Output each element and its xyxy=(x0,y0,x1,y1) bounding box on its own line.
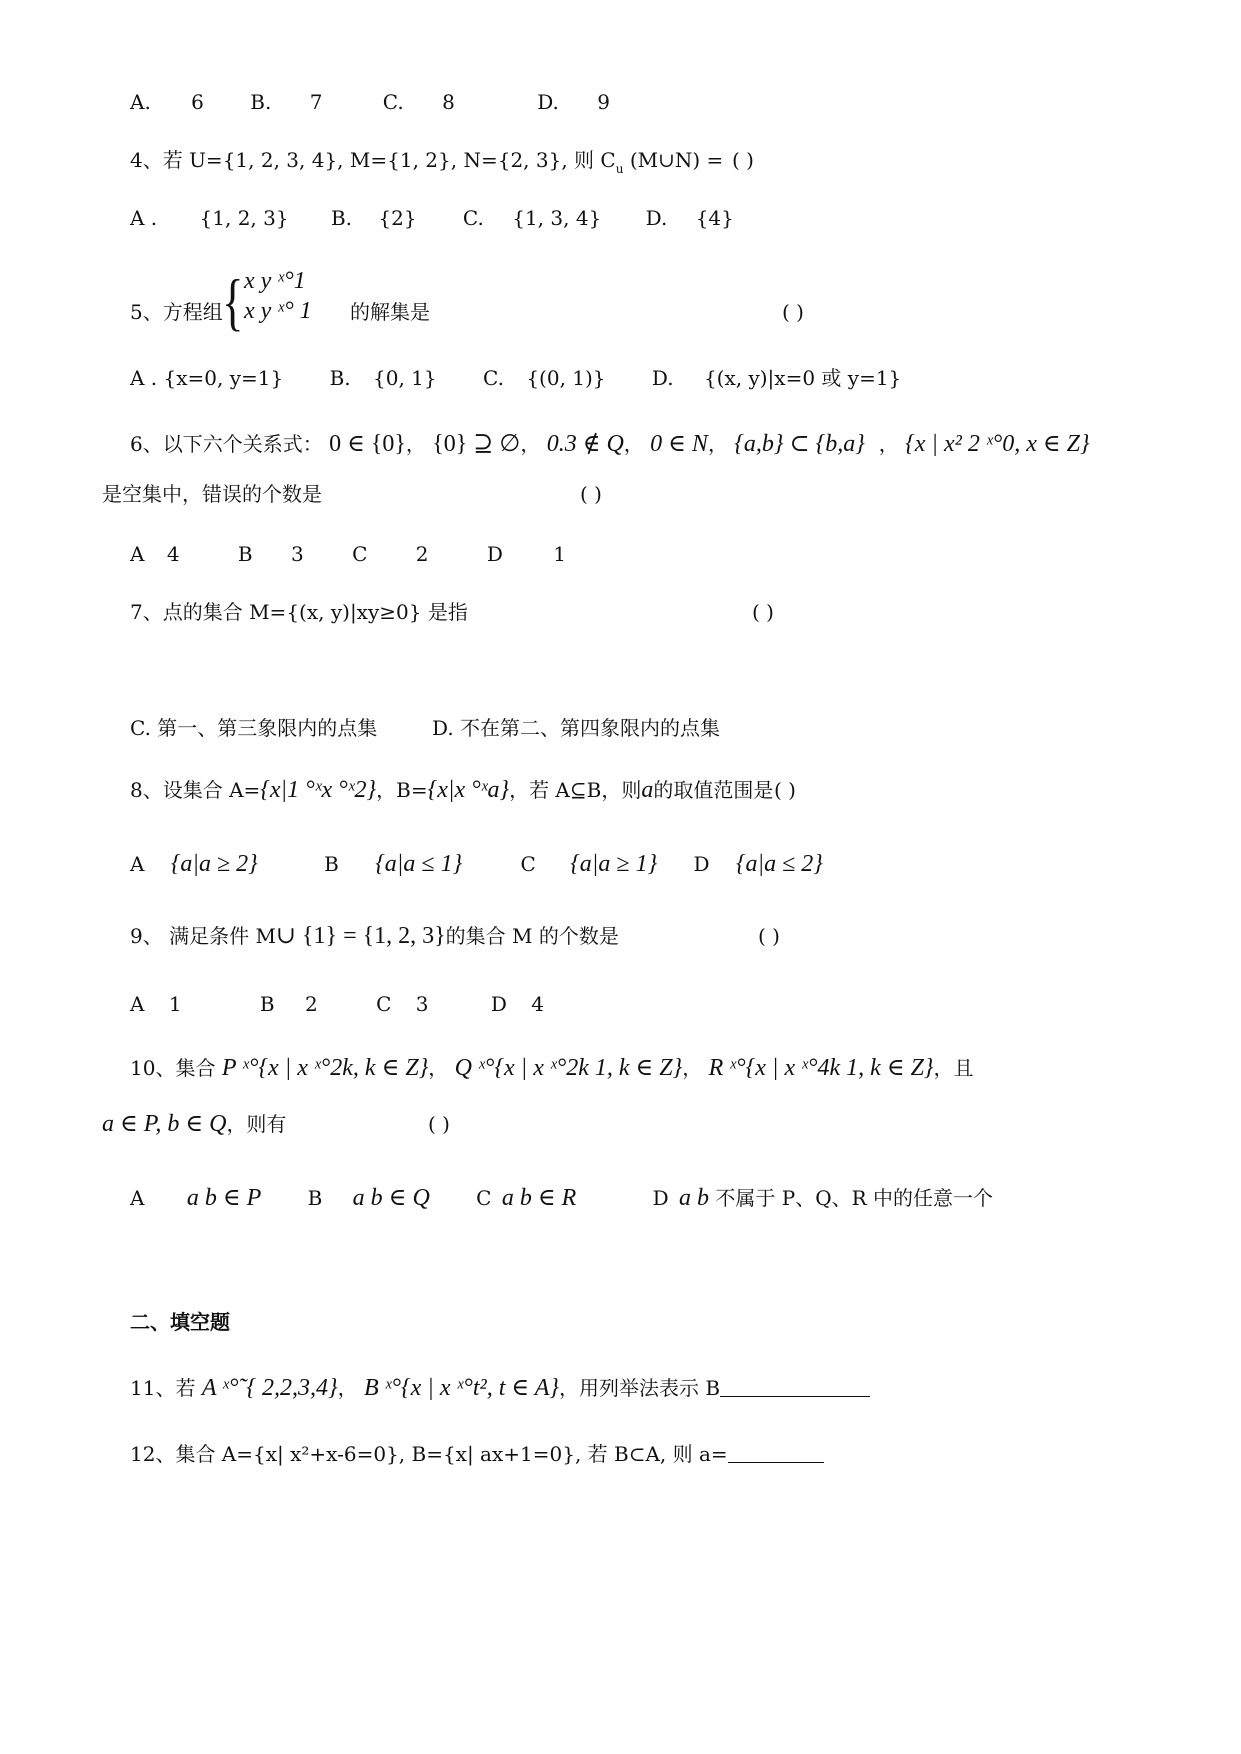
q5-opt-d-label: D. xyxy=(651,366,674,390)
q6-prefix: 6、以下六个关系式： xyxy=(130,432,323,456)
q8-set-a: {x|1 °ˣx °ˣ2} xyxy=(260,777,377,803)
q4-opt-d-label: D. xyxy=(645,206,668,230)
q10-opt-a-expr: a b ∈ P xyxy=(186,1185,262,1211)
q6-opt-d-value: 1 xyxy=(553,542,566,566)
q6-paren: ( ) xyxy=(580,482,602,506)
section-2-heading: 二、填空题 xyxy=(130,1310,230,1334)
q7-option-d: D. 不在第二、第四象限内的点集 xyxy=(432,716,721,740)
q6-opt-c-label: C xyxy=(352,542,368,566)
q5-suffix: 的解集是 xyxy=(350,300,430,324)
q10-opt-c-label: C xyxy=(476,1186,492,1210)
q6-relation-2: {0} ⊇ ∅ xyxy=(432,431,521,457)
q5-opt-b-label: B. xyxy=(329,366,351,390)
q4-stem xyxy=(130,146,723,183)
q3-opt-a-label: A. xyxy=(130,90,151,114)
q9-opt-c-value: 3 xyxy=(415,992,429,1016)
q8-opt-d-set: {a|a ≤ 2} xyxy=(735,851,823,877)
q9-opt-a-label: A xyxy=(130,992,145,1016)
q10-opt-d-expr: a b xyxy=(679,1185,710,1211)
q8-stem-a: 8、设集合 A= xyxy=(130,778,261,802)
q10-set-r: R ˣ°{x | x ˣ°4k 1, k ∈ Z} xyxy=(708,1055,934,1081)
q11-text: ，用列举法表示 B xyxy=(559,1376,721,1400)
q3-opt-b-label: B. xyxy=(250,90,272,114)
q12-stem xyxy=(130,1440,824,1468)
q8-paren: ( ) xyxy=(774,778,796,802)
q8-stem-c: ，若 A⊆B，则 xyxy=(509,778,642,802)
q8-opt-d-label: D xyxy=(693,852,710,876)
q10-set-p: P ˣ°{x | x ˣ°2k, k ∈ Z} xyxy=(221,1055,429,1081)
q8-opt-c-set: {a|a ≥ 1} xyxy=(570,851,658,877)
q6-opt-b-value: 3 xyxy=(290,542,304,566)
q6-opt-a-label: A xyxy=(130,542,145,566)
q10-paren: ( ) xyxy=(428,1112,450,1136)
q7-option-c: C. 第一、第三象限内的点集 xyxy=(130,716,378,740)
q10-prefix: 10、集合 xyxy=(130,1056,216,1080)
q4-stem-tail: (M∪N) = xyxy=(629,148,724,172)
q8-variable: a xyxy=(641,777,654,803)
q6-opt-d-label: D xyxy=(486,542,503,566)
q6-relation-1: 0 ∈ {0} xyxy=(329,431,406,457)
q12-answer-blank[interactable] xyxy=(728,1442,824,1463)
q6-relation-4: 0 ∈ N xyxy=(650,431,708,457)
q3-opt-d-value: 9 xyxy=(597,90,610,114)
q8-opt-a-set: {a|a ≥ 2} xyxy=(170,851,258,877)
q6-line-2: 是空集中，错误的个数是 xyxy=(102,482,322,506)
q10-and: ，且 xyxy=(933,1056,974,1080)
q7-paren: ( ) xyxy=(752,600,774,624)
q4-options xyxy=(130,204,734,232)
q3-opt-a-value: 6 xyxy=(191,90,204,114)
q5-options xyxy=(130,364,901,392)
q5-opt-b-value: {0, 1} xyxy=(373,366,437,390)
q4-opt-c-label: C. xyxy=(462,206,484,230)
q4-opt-a-value: {1, 2, 3} xyxy=(199,206,289,230)
q4-opt-d-value: {4} xyxy=(695,206,734,230)
q5-equation-row-1: x y ˣ°1 xyxy=(244,268,306,294)
q11-prefix: 11、若 xyxy=(130,1376,196,1400)
q8-stem-b: ，B= xyxy=(376,778,428,802)
q3-opt-c-label: C. xyxy=(382,90,404,114)
q5-opt-d-value: {(x, y)|x=0 或 y=1} xyxy=(703,366,902,390)
q6-stem: 6、以下六个关系式： 0 ∈ {0}， {0} ⊇ ∅， 0.3 ∉ Q， 0 ∈ N， {a,b} ⊂ {b,a} ， {x | x² 2 ˣ°0, x ∈ Z} xyxy=(130,431,1090,457)
q5-equation-row-2: x y ˣ° 1 xyxy=(244,298,312,324)
q10-set-q: Q ˣ°{x | x ˣ°2k 1, k ∈ Z} xyxy=(454,1055,683,1081)
q9-opt-c-label: C xyxy=(376,992,392,1016)
q8-options xyxy=(130,850,823,878)
q6-opt-b-label: B xyxy=(237,542,253,566)
q10-line-2 xyxy=(102,1110,286,1138)
q3-opt-c-value: 8 xyxy=(442,90,455,114)
q9-opt-b-value: 2 xyxy=(304,992,318,1016)
q6-options xyxy=(130,540,566,568)
q8-stem xyxy=(130,776,773,804)
q8-opt-a-label: A xyxy=(130,852,145,876)
q10-opt-b-expr: a b ∈ Q xyxy=(352,1185,430,1211)
q11-set-b: B ˣ°{x | x ˣ°t², t ∈ A} xyxy=(363,1375,559,1401)
q6-relation-6: {x | x² 2 ˣ°0, x ∈ Z} xyxy=(905,431,1090,457)
q6-opt-c-value: 2 xyxy=(415,542,429,566)
q10-condition: a ∈ P, b ∈ Q xyxy=(102,1111,227,1137)
q6-relation-3: 0.3 ∉ Q xyxy=(546,431,624,457)
q8-opt-c-label: C xyxy=(520,852,536,876)
q10-opt-d-text: 不属于 P、Q、R 中的任意一个 xyxy=(715,1186,994,1210)
q3-opt-d-label: D. xyxy=(537,90,559,114)
q12-text: 12、集合 A={x| x²+x-6=0}, B={x| ax+1=0}, 若 B⊂A, 则 a= xyxy=(130,1442,728,1466)
q11-stem: 11、若 A ˣ°˜{ 2,2,3,4}， B ˣ°{x | x ˣ°t², t ∈ A}，用列举法表示 B xyxy=(130,1374,870,1402)
q9-expression: ∪ {1} = {1, 2, 3} xyxy=(275,923,446,949)
q9-stem-a: 9、 满足条件 M xyxy=(130,924,276,948)
q8-opt-b-set: {a|a ≤ 1} xyxy=(375,851,463,877)
q9-opt-d-value: 4 xyxy=(531,992,544,1016)
q9-paren: ( ) xyxy=(758,924,780,948)
q5-system-brace: { xyxy=(222,266,244,337)
q10-opt-c-expr: a b ∈ R xyxy=(501,1185,577,1211)
q5-opt-a: A . {x=0, y=1} xyxy=(130,366,284,390)
q11-answer-blank[interactable] xyxy=(720,1376,870,1397)
q10-stem: 10、集合 P ˣ°{x | x ˣ°2k, k ∈ Z}， Q ˣ°{x | x ˣ°2k 1, k ∈ Z}， R ˣ°{x | x ˣ°4k 1, k ∈ Z}，且 xyxy=(130,1055,974,1081)
q6-relation-5: {a,b} ⊂ {b,a} xyxy=(734,431,865,457)
q4-opt-b-label: B. xyxy=(330,206,353,230)
q9-options xyxy=(130,990,544,1018)
q4-complement-subscript: u xyxy=(615,162,624,176)
q7-stem: 7、点的集合 M={(x, y)|xy≥0} 是指 xyxy=(130,600,468,624)
q10-opt-a-label: A xyxy=(130,1186,145,1210)
q4-opt-c-value: {1, 3, 4} xyxy=(512,206,602,230)
q4-opt-b-value: {2} xyxy=(378,206,417,230)
q10-then: ，则有 xyxy=(226,1112,287,1136)
q9-opt-b-label: B xyxy=(259,992,275,1016)
q6-opt-a-value: 4 xyxy=(166,542,180,566)
q5-prefix: 5、方程组 xyxy=(130,300,223,324)
q8-stem-d: 的取值范围是 xyxy=(653,778,774,802)
q9-opt-a-value: 1 xyxy=(168,992,182,1016)
q4-stem-text: 4、若 U={1, 2, 3, 4}, M={1, 2}, N={2, 3}, 则 C xyxy=(130,148,616,172)
q4-opt-a-label: A . xyxy=(130,206,158,230)
q3-options xyxy=(130,88,610,116)
q9-opt-d-label: D xyxy=(490,992,507,1016)
q3-opt-b-value: 7 xyxy=(309,90,323,114)
q5-opt-c-value: {(0, 1)} xyxy=(526,366,606,390)
q8-set-b: {x|x °ˣa} xyxy=(427,777,510,803)
q9-stem xyxy=(130,922,619,950)
q5-opt-c-label: C. xyxy=(483,366,504,390)
q4-paren: ( ) xyxy=(732,148,754,172)
q8-opt-b-label: B xyxy=(324,852,339,876)
q9-stem-b: 的集合 M 的个数是 xyxy=(445,924,619,948)
q5-paren: ( ) xyxy=(782,300,804,324)
q10-options xyxy=(130,1184,993,1212)
q10-opt-b-label: B xyxy=(307,1186,323,1210)
q11-set-a: A ˣ°˜{ 2,2,3,4} xyxy=(201,1375,338,1401)
q10-opt-d-label: D xyxy=(652,1186,669,1210)
